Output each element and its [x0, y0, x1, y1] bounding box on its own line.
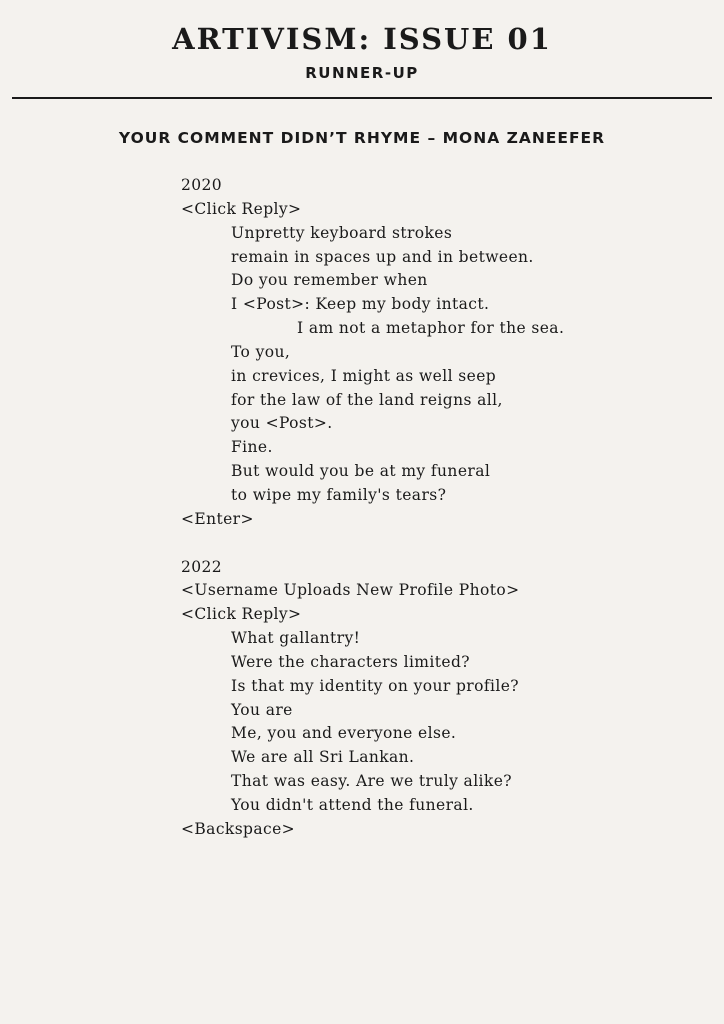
header-divider	[12, 97, 712, 99]
page-subtitle: RUNNER-UP	[305, 64, 419, 82]
poem-line: I <Post>: Keep my body intact.	[231, 295, 490, 314]
poem-line: you <Post>.	[231, 414, 333, 433]
poem-line: What gallantry!	[231, 629, 361, 648]
poem-heading: YOUR COMMENT DIDN’T RHYME – MONA ZANEEFER	[118, 129, 606, 147]
poem-line: To you,	[231, 342, 291, 361]
poem-line: You are	[231, 700, 293, 719]
page-title: ARTIVISM: ISSUE 01	[172, 22, 552, 56]
poem-line: Do you remember when	[231, 271, 428, 290]
poem-line: <Click Reply>	[181, 605, 302, 624]
poem-line: 2020	[181, 176, 223, 194]
poem-line: Me, you and everyone else.	[231, 724, 457, 743]
poem-line: Were the characters limited?	[231, 652, 470, 671]
poem-line: 2022	[181, 557, 223, 576]
poem-line: Is that my identity on your profile?	[231, 676, 519, 695]
poem-line: Fine.	[231, 438, 273, 457]
poem-line	[181, 532, 701, 556]
poem-line: <Username Uploads New Profile Photo>	[181, 581, 520, 600]
poem-line: <Click Reply>	[181, 199, 302, 218]
poem-line: for the law of the land reigns all,	[231, 390, 503, 409]
poem-line: <Backspace>	[181, 819, 296, 838]
poem-line: But would you be at my funeral	[231, 462, 491, 481]
poem-line: We are all Sri Lankan.	[231, 748, 415, 767]
poem-line: You didn't attend the funeral.	[231, 795, 474, 814]
poem-line: to wipe my family's tears?	[231, 485, 447, 504]
poem-line: remain in spaces up and in between.	[231, 247, 534, 266]
poem-line: <Enter>	[181, 509, 254, 528]
poem-line: Unpretty keyboard strokes	[231, 223, 453, 242]
poem-line: in crevices, I might as well seep	[231, 366, 497, 385]
poem-body	[181, 174, 701, 842]
poem-line: I am not a metaphor for the sea.	[297, 319, 565, 338]
poem-line: That was easy. Are we truly alike?	[231, 772, 512, 791]
